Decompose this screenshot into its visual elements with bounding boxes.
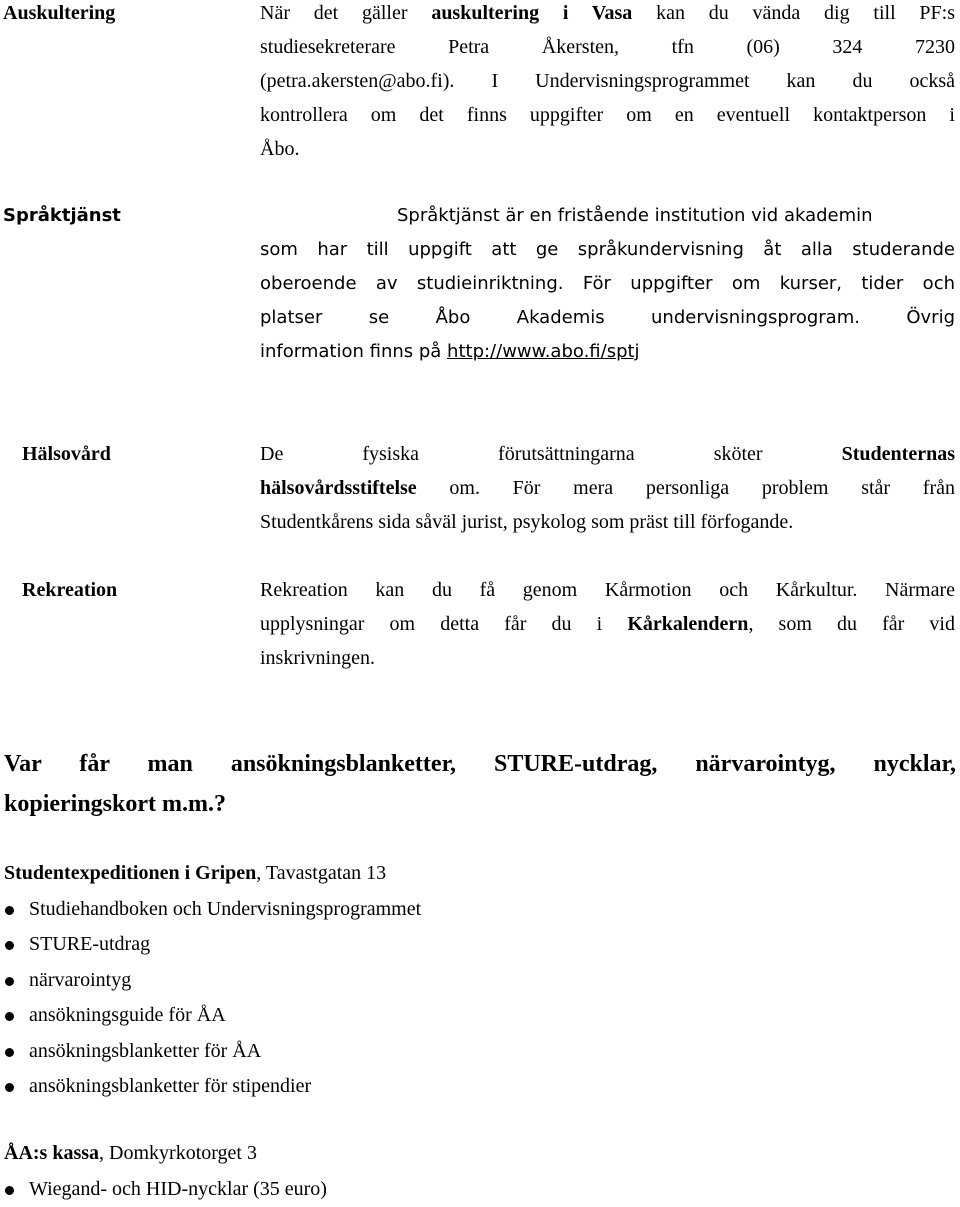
bold-phrase: hälsovårdsstiftelse — [260, 477, 417, 499]
text-line: Studentkårens sida såväl jurist, psykolog som präst till förfogande. — [260, 511, 794, 533]
sprakjanst-link[interactable]: http://www.abo.fi/sptj — [447, 341, 640, 362]
list-item: närvarointyg — [2, 963, 421, 998]
studentexp-heading: Studentexpeditionen i Gripen, Tavastgatan 13 — [4, 862, 387, 884]
kassa-list — [2, 1172, 327, 1207]
text-line: som har till uppgift att ge språkundervisning åt alla studerande — [260, 239, 955, 260]
list-item: Studiehandboken och Undervisningsprogrammet — [2, 892, 421, 927]
list-item: Wiegand- och HID-nycklar (35 euro) — [2, 1172, 327, 1207]
text-line: studiesekreterare Petra Åkersten, tfn (06) 324 7230 — [260, 36, 955, 58]
section-label-rekreation: Rekreation — [22, 579, 118, 601]
bold-phrase: ÅA:s kassa — [4, 1142, 100, 1164]
list-item: STURE-utdrag — [2, 927, 421, 962]
list-item: ansökningsguide för ÅA — [2, 998, 421, 1033]
list-item: ansökningsblanketter för stipendier — [2, 1069, 421, 1104]
studentexp-list — [2, 892, 421, 1104]
heading-line: kopieringskort m.m.? — [4, 791, 226, 817]
auskultering-text — [260, 0, 955, 166]
section-label-halsovard: Hälsovård — [22, 443, 111, 465]
bold-phrase: Studentexpeditionen i Gripen — [4, 862, 257, 884]
halsovard-text — [260, 437, 955, 539]
kassa-heading: ÅA:s kassa, Domkyrkotorget 3 — [4, 1142, 257, 1164]
text-line: Åbo. — [260, 138, 300, 160]
text-line: De fysiska förutsättningarna sköter Studenternas — [260, 443, 955, 465]
text-line: platser se Åbo Akademis undervisningsprogram. Övrig — [260, 307, 955, 328]
text-line: kontrollera om det finns uppgifter om en eventuell kontaktperson i — [260, 104, 955, 126]
section-label-sprakjanst: Språktjänst — [3, 205, 121, 226]
rekreation-text — [260, 573, 955, 675]
text-line: inskrivningen. — [260, 647, 375, 669]
text-line: (petra.akersten@abo.fi). I Undervisningsprogrammet kan du också — [260, 70, 955, 92]
text-line: information finns på http://www.abo.fi/sptj — [260, 341, 640, 362]
bold-phrase: Studenternas — [841, 443, 955, 465]
section-label-auskultering: Auskultering — [3, 2, 116, 24]
list-item: ansökningsblanketter för ÅA — [2, 1034, 421, 1069]
text-line: Rekreation kan du få genom Kårmotion och Kårkultur. Närmare — [260, 579, 955, 601]
question-heading — [4, 744, 956, 824]
bold-phrase: auskultering i Vasa — [431, 2, 633, 24]
sprakjanst-text — [260, 199, 955, 369]
heading-line: Var får man ansökningsblanketter, STURE-utdrag, närvarointyg, nycklar, — [4, 751, 956, 777]
bold-phrase: Kårkalendern — [627, 613, 749, 635]
text-line: oberoende av studieinriktning. För uppgifter om kurser, tider och — [260, 273, 955, 294]
text-line: hälsovårdsstiftelse om. För mera personliga problem står från — [260, 477, 955, 499]
text-line: När det gäller auskultering i Vasa kan du vända dig till PF:s — [260, 2, 956, 24]
text-line: upplysningar om detta får du i Kårkalendern, som du får vid — [260, 613, 955, 635]
text-line: Språktjänst är en fristående institution vid akademin — [397, 205, 873, 226]
